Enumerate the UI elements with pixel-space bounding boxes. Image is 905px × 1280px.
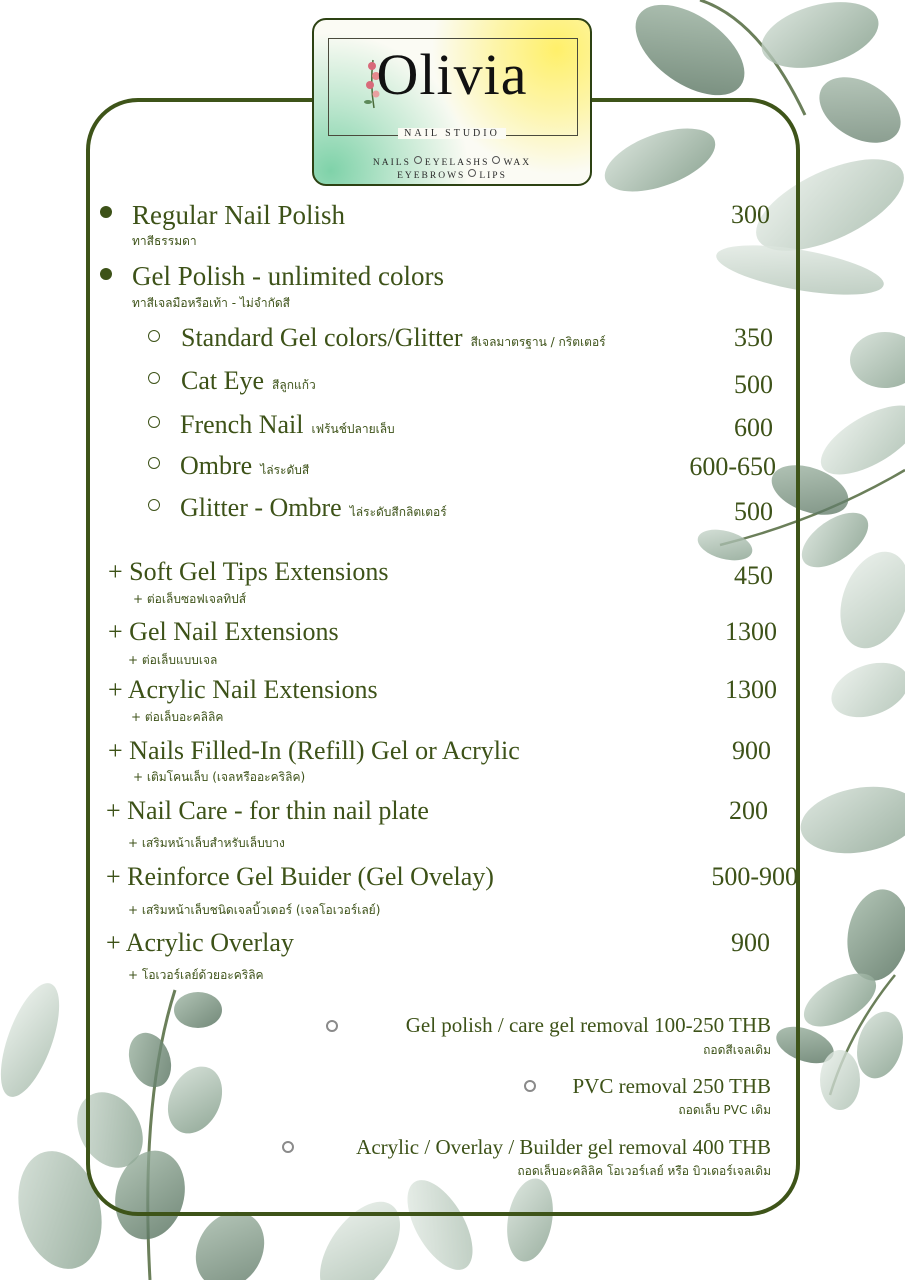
logo-subtitle: NAIL STUDIO: [314, 128, 590, 139]
logo-card: [312, 18, 592, 186]
addon-thai: + ต่อเล็บแบบเจล: [128, 653, 218, 667]
addon-thai: + ต่อเล็บซอฟเจลทิปส์: [133, 592, 247, 606]
circle-bullet-icon: [148, 457, 160, 469]
item-thai: ทาสีเจลมือหรือเท้า - ไม่จำกัดสี: [132, 296, 290, 310]
circle-bullet-icon: [148, 499, 160, 511]
addon-name: + Reinforce Gel Buider (Gel Ovelay): [106, 862, 494, 891]
removal-text: Acrylic / Overlay / Builder gel removal 400 THB: [356, 1135, 771, 1159]
addon-name: + Acrylic Nail Extensions: [108, 675, 378, 704]
gel-option-price: 500: [734, 497, 773, 526]
item-price: 300: [731, 200, 770, 229]
addon-price: 500-900: [711, 862, 798, 891]
circle-bullet-icon: [282, 1141, 294, 1153]
addon-thai: + เสริมหน้าเล็บชนิดเจลบิ้วเดอร์ (เจลโอเวอร์เลย์): [128, 903, 381, 917]
removal-thai: ถอดเล็บอะคลิลิค โอเวอร์เลย์ หรือ บิวเดอร์เจลเดิม: [517, 1164, 771, 1178]
bullet-icon: [100, 206, 112, 218]
item-thai: ทาสีธรรมดา: [132, 234, 197, 248]
circle-bullet-icon: [326, 1020, 338, 1032]
removal-thai: ถอดเล็บ PVC เดิม: [678, 1103, 771, 1117]
logo-services-line-2: EYEBROWS LIPS: [397, 171, 507, 181]
gel-option-price: 600-650: [689, 452, 776, 481]
addon-thai: + เสริมหน้าเล็บสำหรับเล็บบาง: [128, 836, 285, 850]
addon-thai: + โอเวอร์เลย์ด้วยอะคริลิค: [128, 968, 264, 982]
item-name: Gel Polish - unlimited colors: [132, 261, 444, 291]
gel-option-name: Ombre ไล่ระดับสี: [180, 451, 310, 480]
addon-price: 1300: [725, 617, 777, 646]
addon-price: 200: [729, 796, 768, 825]
item-name: Regular Nail Polish: [132, 200, 345, 230]
gel-option-name: Cat Eye สีลูกแก้ว: [181, 366, 316, 395]
addon-price: 1300: [725, 675, 777, 704]
gel-option-name: Standard Gel colors/Glitter สีเจลมาตรฐาน / กริตเตอร์: [181, 323, 606, 352]
removal-text: PVC removal 250 THB: [572, 1074, 771, 1098]
addon-thai: + ต่อเล็บอะคลิลิค: [131, 710, 224, 724]
addon-name: + Soft Gel Tips Extensions: [108, 557, 389, 586]
addon-name: + Gel Nail Extensions: [108, 617, 339, 646]
gel-option-name: Glitter - Ombre ไล่ระดับสีกลิตเตอร์: [180, 493, 447, 522]
circle-bullet-icon: [148, 330, 160, 342]
addon-price: 900: [731, 928, 770, 957]
addon-name: + Nails Filled-In (Refill) Gel or Acrylic: [108, 736, 520, 765]
gel-option-price: 500: [734, 370, 773, 399]
gel-option-name: French Nail เฟร้นช์ปลายเล็บ: [180, 410, 395, 439]
circle-bullet-icon: [148, 416, 160, 428]
addon-name: + Nail Care - for thin nail plate: [106, 796, 429, 825]
logo-name: Olivia: [376, 42, 528, 107]
circle-bullet-icon: [524, 1080, 536, 1092]
circle-bullet-icon: [148, 372, 160, 384]
addon-price: 450: [734, 561, 773, 590]
logo-services-line-1: NAILS EYELASHS WAX: [372, 158, 532, 168]
bullet-icon: [100, 268, 112, 280]
addon-thai: + เติมโคนเล็บ (เจลหรืออะคริลิค): [133, 770, 306, 784]
gel-option-price: 600: [734, 413, 773, 442]
addon-name: + Acrylic Overlay: [106, 928, 294, 957]
removal-thai: ถอดสีเจลเดิม: [703, 1043, 771, 1057]
addon-price: 900: [732, 736, 771, 765]
removal-text: Gel polish / care gel removal 100-250 THB: [405, 1013, 771, 1037]
gel-option-price: 350: [734, 323, 773, 352]
